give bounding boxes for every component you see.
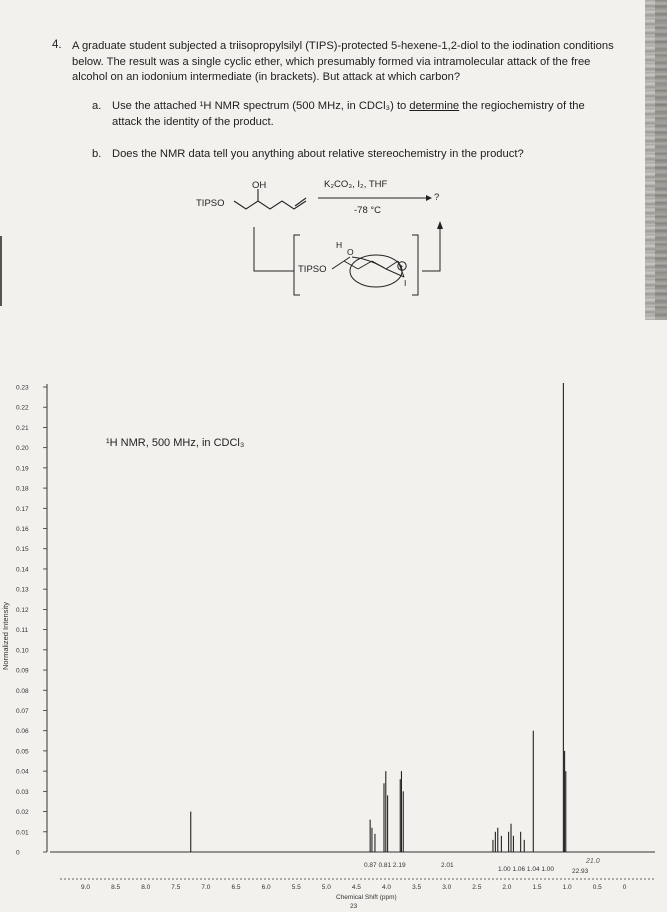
spectrum-title: ¹H NMR, 500 MHz, in CDCl₃ bbox=[106, 437, 245, 449]
y-tick-label: 0 bbox=[16, 849, 20, 857]
y-tick-label: 0.08 bbox=[16, 687, 29, 695]
integration-group-3: 1.00 1.06 1.04 1.00 bbox=[498, 866, 555, 873]
x-tick-label: 2.5 bbox=[472, 884, 482, 891]
y-tick-label: 0.15 bbox=[16, 546, 29, 554]
reactant-oh-label: OH bbox=[252, 180, 267, 191]
arrow-from-intermediate-head bbox=[437, 221, 443, 229]
reaction-scheme bbox=[190, 175, 460, 300]
x-tick-label: 8.0 bbox=[141, 884, 151, 891]
x-tick-label: 1.0 bbox=[562, 884, 572, 891]
nmr-spectrum bbox=[0, 370, 667, 912]
y-tick-label: 0.09 bbox=[16, 667, 29, 675]
x-ticks bbox=[81, 884, 627, 891]
y-ticks bbox=[16, 385, 47, 857]
y-tick-label: 0.12 bbox=[16, 606, 29, 614]
y-tick-label: 0.21 bbox=[16, 424, 29, 432]
scan-edge-shadow-dark bbox=[655, 0, 667, 320]
integration-group-1: 0.87 0.81 2.19 bbox=[364, 862, 406, 869]
x-tick-label: 8.5 bbox=[111, 884, 121, 891]
product-unknown: ? bbox=[434, 192, 440, 203]
x-tick-label: 9.0 bbox=[81, 884, 91, 891]
handwritten-integration: 21.0 bbox=[586, 858, 600, 865]
x-tick-label: 0 bbox=[622, 884, 627, 891]
part-a-text bbox=[112, 99, 617, 130]
y-tick-label: 0.22 bbox=[16, 404, 29, 412]
x-tick-label: 3.5 bbox=[412, 884, 422, 891]
arrow-to-intermediate bbox=[254, 227, 294, 271]
reactant-tips-label: TIPSO bbox=[196, 198, 225, 209]
x-tick-label: 6.5 bbox=[231, 884, 241, 891]
reaction-arrow-head bbox=[426, 195, 432, 201]
x-tick-label: 0.5 bbox=[592, 884, 602, 891]
intermediate-i-label: I bbox=[404, 278, 407, 288]
bracket-right bbox=[412, 235, 418, 295]
conditions-label: -78 °C bbox=[354, 205, 382, 216]
intermediate-o-label: O bbox=[347, 247, 354, 257]
part-a-underlined-word: determine bbox=[409, 100, 460, 112]
part-b-text: Does the NMR data tell you anything about relative stereochemistry in the product? bbox=[112, 148, 524, 160]
integration-group-4: 22.93 bbox=[572, 868, 589, 875]
y-tick-label: 0.07 bbox=[16, 707, 29, 715]
integration-group-2: 2.01 bbox=[441, 862, 454, 869]
y-tick-label: 0.19 bbox=[16, 465, 29, 473]
reactant-skeleton bbox=[234, 189, 306, 209]
intermediate-skeleton bbox=[332, 255, 406, 287]
y-tick-label: 0.13 bbox=[16, 586, 29, 594]
intermediate-h-label: H bbox=[336, 240, 343, 250]
x-tick-label: 4.0 bbox=[382, 884, 392, 891]
part-a-text-end: the regiochemistry of the attack the identity of the product. bbox=[112, 100, 585, 128]
y-tick-label: 0.17 bbox=[16, 505, 29, 513]
x-tick-label: 6.0 bbox=[261, 884, 271, 891]
y-tick-label: 0.16 bbox=[16, 526, 29, 534]
x-tick-label: 5.5 bbox=[291, 884, 301, 891]
y-axis-label: Normalized Intensity bbox=[1, 602, 10, 670]
y-tick-label: 0.05 bbox=[16, 748, 29, 756]
y-tick-label: 0.18 bbox=[16, 485, 29, 493]
part-b-letter: b. bbox=[92, 148, 102, 160]
scan-left-mark bbox=[0, 236, 2, 306]
question-text: A graduate student subjected a triisopropylsilyl (TIPS)-protected 5-hexene-1,2-diol to the iodination conditions below. The result was a single cyclic ether, which presumably formed via intramolecular attack of the free alcohol on an iodonium intermediate (in brackets). But attack at which carbon? bbox=[72, 40, 614, 83]
x-tick-label: 4.5 bbox=[351, 884, 361, 891]
y-tick-label: 0.20 bbox=[16, 445, 29, 453]
part-a-letter: a. bbox=[92, 100, 102, 112]
x-tick-label: 7.0 bbox=[201, 884, 211, 891]
y-tick-label: 0.10 bbox=[16, 647, 29, 655]
y-tick-label: 0.01 bbox=[16, 829, 29, 837]
x-tick-label: 1.5 bbox=[532, 884, 542, 891]
reagents-label: K₂CO₃, I₂, THF bbox=[324, 179, 388, 190]
y-tick-label: 0.23 bbox=[16, 384, 29, 392]
x-tick-label: 2.0 bbox=[502, 884, 512, 891]
y-tick-label: 0.04 bbox=[16, 768, 29, 776]
y-tick-label: 0.03 bbox=[16, 788, 29, 796]
part-a-text-start: Use the attached ¹H NMR spectrum (500 MHz, in CDCl₃) to bbox=[112, 100, 410, 112]
spectrum-peaks bbox=[191, 383, 566, 852]
x-tick-label: 3.0 bbox=[442, 884, 452, 891]
x-axis-label: Chemical Shift (ppm) bbox=[336, 894, 397, 901]
y-tick-label: 0.14 bbox=[16, 566, 29, 574]
x-tick-label: 7.5 bbox=[171, 884, 181, 891]
intermediate-charge: + bbox=[399, 264, 404, 272]
x-tick-label: 5.0 bbox=[321, 884, 331, 891]
y-tick-label: 0.06 bbox=[16, 728, 29, 736]
page-number: 23 bbox=[350, 903, 358, 910]
question-number: 4. bbox=[52, 39, 62, 51]
intermediate-tips-label: TIPSO bbox=[298, 264, 327, 275]
y-tick-label: 0.11 bbox=[16, 627, 29, 635]
y-tick-label: 0.02 bbox=[16, 809, 29, 817]
arrow-from-intermediate bbox=[422, 227, 440, 271]
